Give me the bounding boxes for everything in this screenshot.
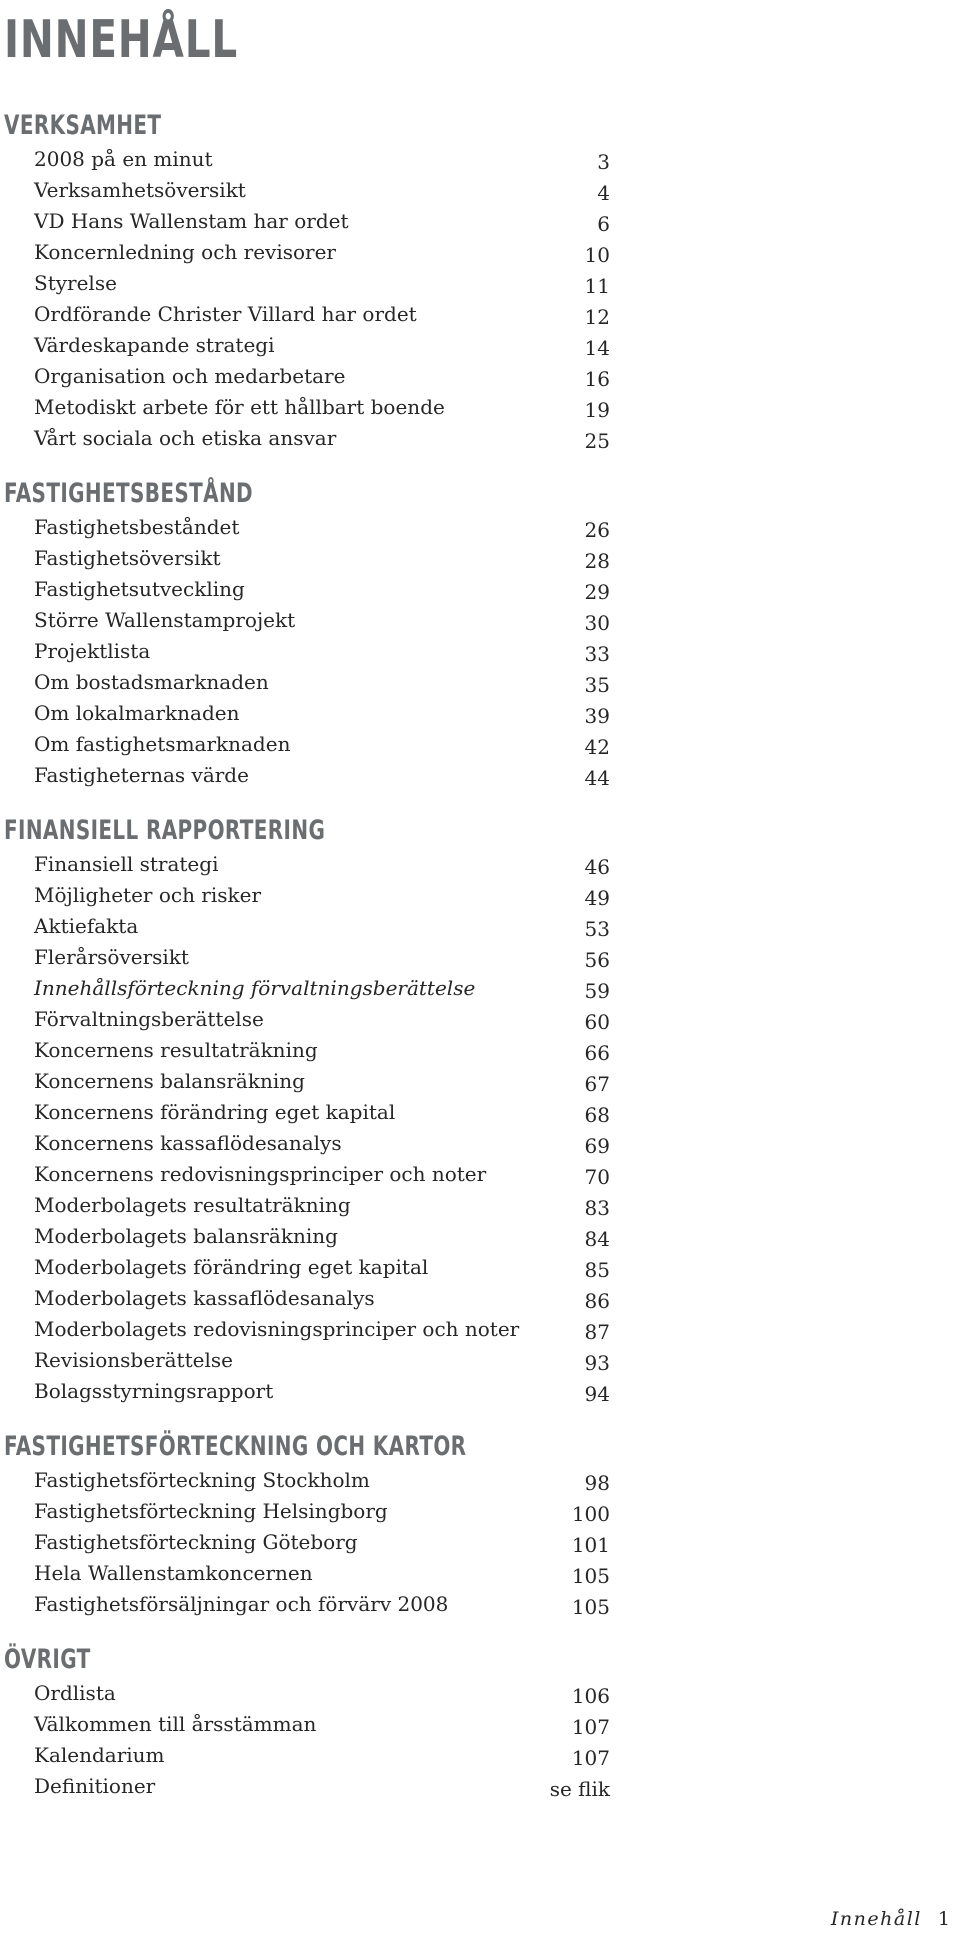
toc-entry-title: Ordlista	[34, 1681, 116, 1705]
toc-entry	[0, 1496, 610, 1527]
toc-entry	[0, 268, 610, 299]
toc-entry-title: Moderbolagets balansräkning	[34, 1224, 338, 1248]
toc-entry-title: Möjligheter och risker	[34, 883, 262, 907]
toc-entry-page: 29	[584, 580, 610, 604]
toc-entry	[0, 911, 610, 942]
toc-entry-title: Innehållsförteckning förvaltningsberättelse	[34, 976, 476, 1000]
toc-entry-title: Revisionsberättelse	[34, 1348, 233, 1372]
toc-entry	[0, 1128, 610, 1159]
toc-entry-title: Kalendarium	[34, 1743, 165, 1767]
section-heading	[0, 813, 960, 849]
page-footer	[831, 1908, 950, 1930]
toc-entry-page: 67	[584, 1072, 610, 1096]
toc-entry-page: 68	[584, 1103, 610, 1127]
toc-entry-title: Ordförande Christer Villard har ordet	[34, 302, 417, 326]
toc-entry-page: 3	[597, 150, 610, 174]
toc-entry-title: Om fastighetsmarknaden	[34, 732, 291, 756]
section-heading	[0, 476, 960, 512]
footer-label: Innehåll	[830, 1908, 922, 1930]
toc-entry	[0, 1159, 610, 1190]
toc-entry-page: 83	[584, 1196, 610, 1220]
toc-entry-title: Flerårsöversikt	[34, 945, 189, 969]
toc-entry	[0, 942, 610, 973]
toc-entry	[0, 1066, 610, 1097]
toc-section	[0, 476, 960, 791]
toc-entry-page: 19	[584, 398, 610, 422]
toc-entry	[0, 667, 610, 698]
toc-entry	[0, 1527, 610, 1558]
toc-section	[0, 108, 960, 454]
toc-entry-title: VD Hans Wallenstam har ordet	[34, 209, 349, 233]
toc-entry-title: Moderbolagets redovisningsprinciper och noter	[34, 1317, 520, 1341]
toc-entry	[0, 144, 610, 175]
toc-entry-title: Koncernens balansräkning	[34, 1069, 305, 1093]
toc-entry-page: 59	[584, 979, 610, 1003]
toc-entry-page: 66	[584, 1041, 610, 1065]
toc-entry	[0, 1035, 610, 1066]
toc-entry	[0, 574, 610, 605]
toc-entry-page: 69	[584, 1134, 610, 1158]
toc-entry-page: 25	[584, 429, 610, 453]
toc-entry-title: Aktiefakta	[34, 914, 139, 938]
toc-entry-page: 106	[571, 1684, 610, 1708]
toc-entry-title: Styrelse	[34, 271, 117, 295]
toc-entry	[0, 1221, 610, 1252]
toc-entry	[0, 237, 610, 268]
section-heading-text: FASTIGHETSFÖRTECKNING OCH KARTOR	[4, 1431, 467, 1462]
toc-entry	[0, 973, 610, 1004]
table-of-contents	[0, 108, 960, 1824]
toc-entry	[0, 1190, 610, 1221]
toc-entry	[0, 206, 610, 237]
toc-entry-title: Koncernens kassaflödesanalys	[34, 1131, 342, 1155]
toc-entry-page: 26	[584, 518, 610, 542]
toc-entry-title: Värdeskapande strategi	[34, 333, 275, 357]
toc-entry-title: Fastighetsöversikt	[34, 546, 221, 570]
toc-entry	[0, 605, 610, 636]
toc-entry-page: 101	[571, 1533, 610, 1557]
toc-entry-list	[0, 1678, 960, 1802]
section-heading	[0, 108, 960, 144]
toc-entry	[0, 1097, 610, 1128]
toc-entry-page: 86	[584, 1289, 610, 1313]
toc-entry	[0, 1709, 610, 1740]
toc-entry-title: Verksamhetsöversikt	[34, 178, 246, 202]
toc-entry-list	[0, 512, 960, 791]
toc-entry-page: 30	[584, 611, 610, 635]
toc-entry	[0, 1283, 610, 1314]
toc-entry	[0, 512, 610, 543]
toc-entry-title: Organisation och medarbetare	[34, 364, 346, 388]
toc-entry-title: Metodiskt arbete för ett hållbart boende	[34, 395, 445, 419]
section-heading-text: VERKSAMHET	[4, 110, 162, 141]
toc-entry-title: Fastighetsförteckning Stockholm	[34, 1468, 370, 1492]
toc-entry	[0, 392, 610, 423]
toc-entry-title: Fastighetsförsäljningar och förvärv 2008	[34, 1592, 449, 1616]
toc-entry-page: 4	[597, 181, 610, 205]
toc-entry-title: Moderbolagets resultaträkning	[34, 1193, 351, 1217]
toc-entry	[0, 1771, 610, 1802]
toc-entry-page: 33	[584, 642, 610, 666]
toc-entry-title: Koncernens resultaträkning	[34, 1038, 318, 1062]
toc-entry-page: 85	[584, 1258, 610, 1282]
toc-entry-page: 35	[584, 673, 610, 697]
toc-entry	[0, 175, 610, 206]
toc-entry-page: 70	[584, 1165, 610, 1189]
toc-entry-list	[0, 144, 960, 454]
toc-entry-page: 53	[584, 917, 610, 941]
toc-entry	[0, 1465, 610, 1496]
toc-entry-page: 98	[584, 1471, 610, 1495]
toc-entry-page: 10	[584, 243, 610, 267]
toc-entry-page: 107	[571, 1746, 610, 1770]
toc-section	[0, 1642, 960, 1802]
section-heading-text: ÖVRIGT	[4, 1644, 91, 1675]
toc-entry-page: 105	[571, 1564, 610, 1588]
toc-entry-title: Om bostadsmarknaden	[34, 670, 269, 694]
toc-entry-page: 60	[584, 1010, 610, 1034]
toc-entry-title: Hela Wallenstamkoncernen	[34, 1561, 313, 1585]
toc-entry-page: 46	[584, 855, 610, 879]
toc-entry-page: 100	[571, 1502, 610, 1526]
toc-entry	[0, 1345, 610, 1376]
toc-entry	[0, 1558, 610, 1589]
toc-entry	[0, 760, 610, 791]
toc-entry-page: 84	[584, 1227, 610, 1251]
toc-section	[0, 813, 960, 1407]
toc-entry-title: Definitioner	[34, 1774, 156, 1798]
section-heading-text: FINANSIELL RAPPORTERING	[4, 815, 326, 846]
toc-entry-page: 42	[584, 735, 610, 759]
toc-entry-page: 107	[571, 1715, 610, 1739]
toc-entry-page: 16	[584, 367, 610, 391]
toc-entry-page: 56	[584, 948, 610, 972]
section-heading	[0, 1429, 960, 1465]
toc-entry-title: Fastighetsförteckning Göteborg	[34, 1530, 358, 1554]
toc-entry-title: Fastighetsbeståndet	[34, 515, 240, 539]
toc-entry-title: Välkommen till årsstämman	[34, 1712, 317, 1736]
toc-section	[0, 1429, 960, 1620]
section-heading	[0, 1642, 960, 1678]
toc-entry-title: Vårt sociala och etiska ansvar	[34, 426, 337, 450]
toc-entry-page: 44	[584, 766, 610, 790]
section-heading-text: FASTIGHETSBESTÅND	[4, 478, 254, 509]
toc-entry	[0, 636, 610, 667]
toc-entry-title: Moderbolagets kassaflödesanalys	[34, 1286, 375, 1310]
toc-entry	[0, 1589, 610, 1620]
toc-entry-page: se flik	[549, 1777, 610, 1801]
page-title: INNEHÅLL	[4, 10, 238, 70]
toc-entry-page: 14	[584, 336, 610, 360]
toc-entry-title: Större Wallenstamprojekt	[34, 608, 296, 632]
toc-entry	[0, 880, 610, 911]
toc-entry-title: Moderbolagets förändring eget kapital	[34, 1255, 429, 1279]
toc-entry-page: 12	[584, 305, 610, 329]
toc-entry	[0, 729, 610, 760]
toc-entry	[0, 330, 610, 361]
toc-entry-title: Projektlista	[34, 639, 151, 663]
toc-entry-list	[0, 1465, 960, 1620]
toc-entry	[0, 1678, 610, 1709]
toc-entry	[0, 361, 610, 392]
toc-entry-page: 94	[584, 1382, 610, 1406]
toc-entry-title: Koncernledning och revisorer	[34, 240, 336, 264]
toc-entry	[0, 423, 610, 454]
toc-entry-title: Förvaltningsberättelse	[34, 1007, 264, 1031]
toc-entry	[0, 849, 610, 880]
toc-entry-list	[0, 849, 960, 1407]
toc-entry-page: 39	[584, 704, 610, 728]
toc-entry-title: Finansiell strategi	[34, 852, 219, 876]
toc-entry-page: 11	[584, 274, 610, 298]
toc-entry	[0, 1252, 610, 1283]
toc-entry-title: Koncernens förändring eget kapital	[34, 1100, 396, 1124]
toc-entry-page: 93	[584, 1351, 610, 1375]
toc-entry-title: Om lokalmarknaden	[34, 701, 240, 725]
toc-entry-page: 49	[584, 886, 610, 910]
toc-entry	[0, 543, 610, 574]
toc-entry-page: 105	[571, 1595, 610, 1619]
toc-entry-title: Fastigheternas värde	[34, 763, 249, 787]
toc-entry	[0, 1314, 610, 1345]
toc-entry-page: 87	[584, 1320, 610, 1344]
toc-entry	[0, 1376, 610, 1407]
toc-entry	[0, 1004, 610, 1035]
toc-entry-page: 28	[584, 549, 610, 573]
toc-entry-title: Bolagsstyrningsrapport	[34, 1379, 274, 1403]
toc-entry-title: Koncernens redovisningsprinciper och noter	[34, 1162, 487, 1186]
toc-entry-title: Fastighetsförteckning Helsingborg	[34, 1499, 388, 1523]
footer-page-number: 1	[937, 1908, 950, 1930]
toc-entry	[0, 698, 610, 729]
toc-entry-title: 2008 på en minut	[34, 147, 213, 171]
toc-entry	[0, 1740, 610, 1771]
toc-entry-title: Fastighetsutveckling	[34, 577, 245, 601]
toc-entry-page: 6	[597, 212, 610, 236]
toc-entry	[0, 299, 610, 330]
